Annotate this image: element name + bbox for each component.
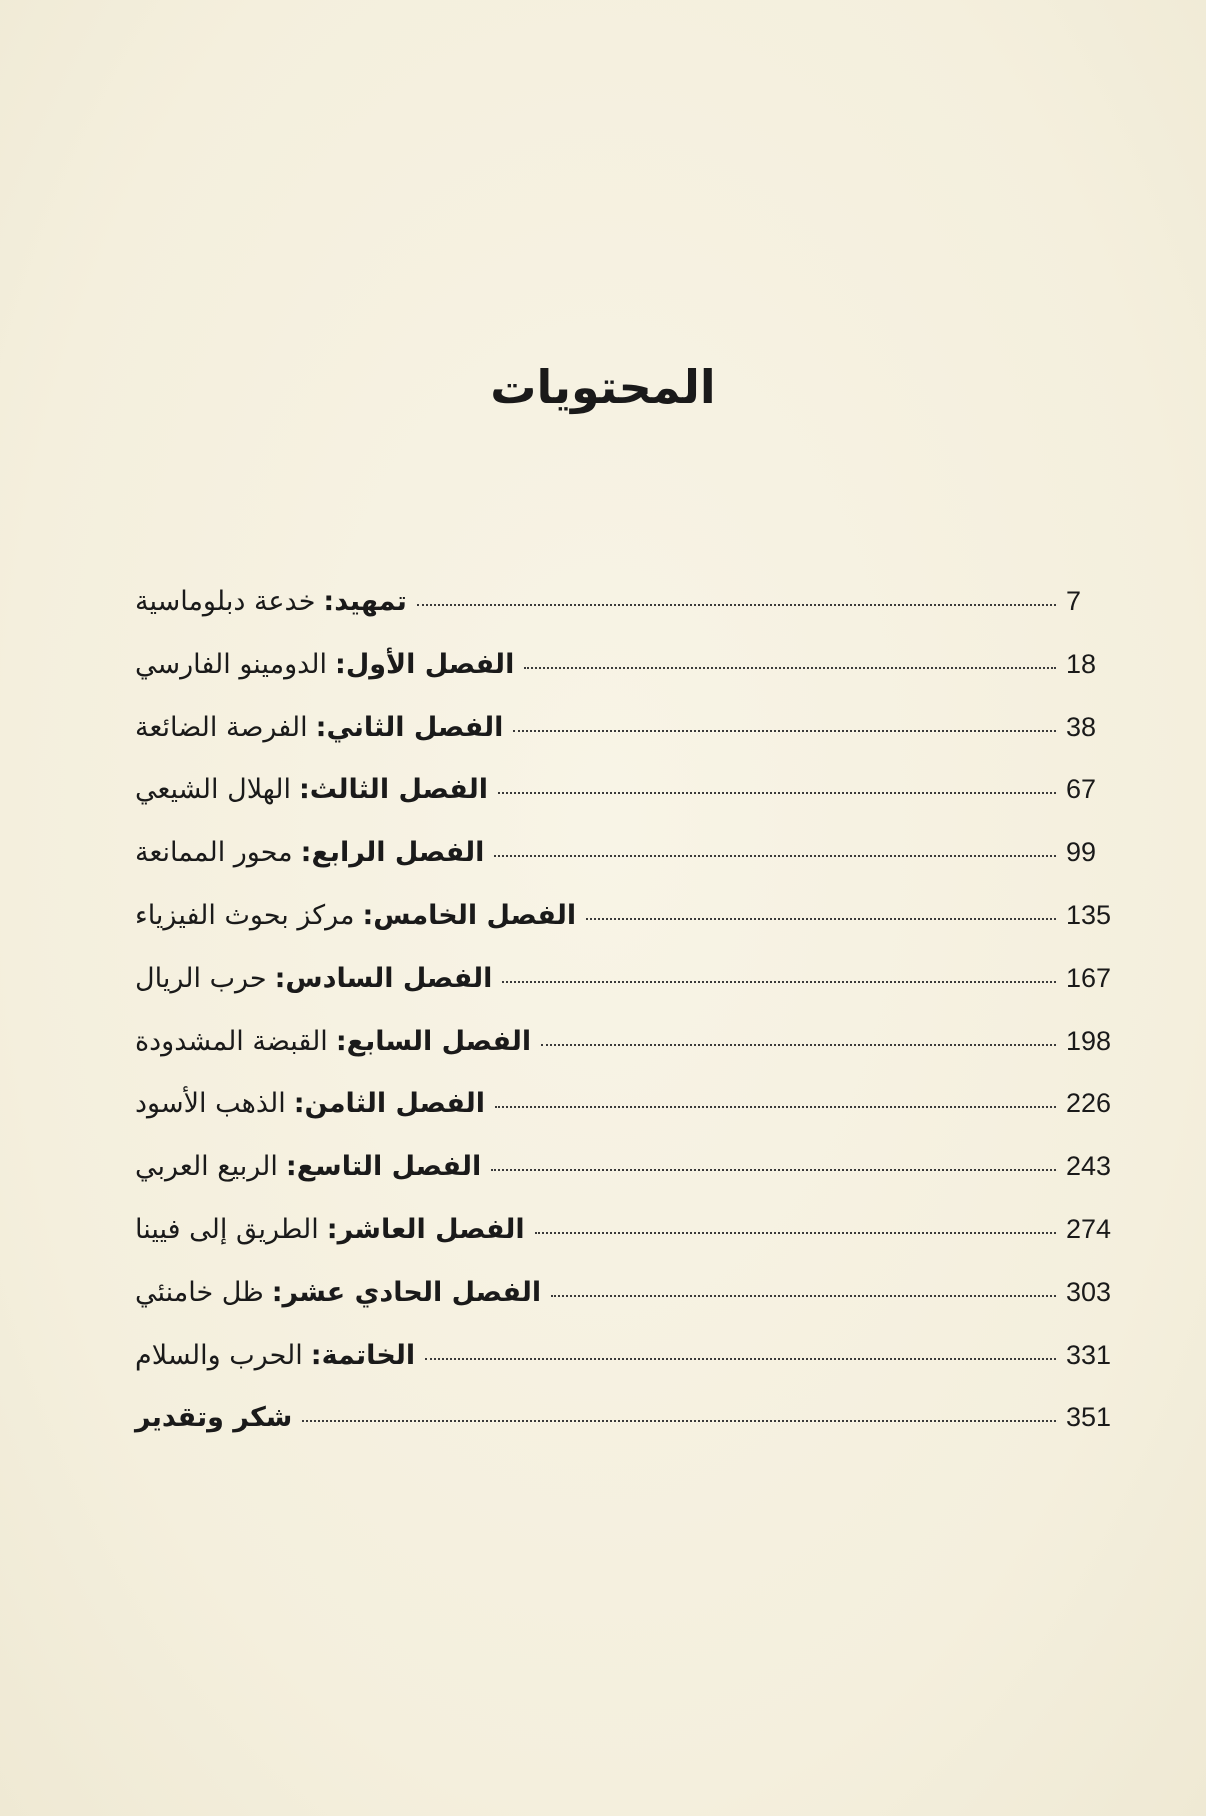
toc-entry-separator: : (274, 962, 286, 994)
toc-entry-separator: : (315, 711, 327, 743)
toc-entry-title: خدعة دبلوماسية (135, 586, 316, 617)
toc-page-number: 167 (1066, 962, 1112, 993)
toc-entry-title: محور الممانعة (135, 837, 293, 869)
toc-entry-label: الفصل الحادي عشر (282, 1276, 542, 1308)
toc-entry-title: الحرب والسلام (135, 1339, 303, 1371)
toc-entry-separator: : (326, 1213, 338, 1245)
toc-entry-title: حرب الريال (135, 962, 267, 994)
toc-entry (135, 586, 1118, 649)
toc-entry (135, 649, 1118, 712)
toc-entry-title: ظل خامنئي (135, 1276, 264, 1308)
toc-entry-title: الهلال الشيعي (135, 774, 291, 806)
toc-entry-title: مركز بحوث الفيزياء (135, 899, 355, 931)
toc-entry-label: الفصل الثاني (326, 711, 504, 743)
dot-leader (535, 1232, 1056, 1234)
dot-leader (302, 1420, 1056, 1422)
toc-entry-label: الفصل الرابع (311, 837, 485, 869)
toc-entry-label: الفصل السادس (285, 962, 493, 994)
toc-page-number: 303 (1066, 1276, 1112, 1307)
toc-entry (135, 712, 1118, 775)
toc-entry-separator: : (310, 1339, 322, 1371)
page-title: المحتويات (490, 360, 716, 414)
toc-entry-label: الفصل التاسع (296, 1151, 482, 1183)
toc-entry-label: الفصل الخامس (373, 899, 577, 931)
toc-page-number: 198 (1066, 1025, 1112, 1056)
toc-entry-text (135, 774, 488, 805)
toc-entry-title: الفرصة الضائعة (135, 711, 308, 743)
dot-leader (494, 855, 1056, 857)
toc-entry-separator: : (300, 837, 312, 869)
toc-entry-title: الدومينو الفارسي (135, 648, 328, 680)
toc-entry-separator: : (285, 1151, 297, 1183)
toc-entry-title: الربيع العربي (135, 1151, 278, 1183)
toc-entry-separator: : (335, 648, 346, 680)
toc-entry-title: القبضة المشدودة (135, 1025, 328, 1057)
dot-leader (495, 1106, 1056, 1108)
toc-page-number: 18 (1066, 648, 1097, 679)
toc-page-number: 67 (1066, 774, 1097, 805)
dot-leader (541, 1044, 1056, 1046)
toc-entry (135, 1340, 1118, 1403)
toc-entry-label: الفصل الثالث (309, 774, 488, 806)
toc-entry (135, 963, 1118, 1026)
toc-entry-text (135, 1214, 525, 1245)
toc-entry-text (135, 1402, 292, 1433)
toc-entry-separator: : (271, 1276, 283, 1308)
toc-page-number: 38 (1066, 711, 1097, 742)
toc-entry-text (135, 649, 514, 680)
toc-entry (135, 837, 1118, 900)
toc-page-number: 135 (1066, 899, 1112, 930)
toc-entry (135, 774, 1118, 837)
toc-entry (135, 1277, 1118, 1340)
toc-entry-separator: : (293, 1088, 305, 1120)
toc-entry (135, 1402, 1118, 1465)
toc-entry-label: الفصل الأول (345, 648, 515, 680)
toc-entry-text (135, 837, 484, 868)
toc-page-number: 243 (1066, 1151, 1112, 1182)
dot-leader (586, 918, 1056, 920)
toc-entry (135, 1088, 1118, 1151)
toc-entry (135, 900, 1118, 963)
toc-entry-text (135, 586, 407, 617)
toc-entry-separator: : (362, 899, 374, 931)
toc-entry-text (135, 1277, 541, 1308)
toc-page-number: 351 (1066, 1402, 1112, 1433)
toc-entry-label: الخاتمة (321, 1339, 416, 1371)
table-of-contents (135, 586, 1118, 1465)
toc-page-number: 7 (1066, 586, 1082, 616)
toc-page-number: 331 (1066, 1339, 1112, 1370)
dot-leader (491, 1169, 1056, 1171)
toc-entry-label: تمهيد (334, 586, 407, 617)
dot-leader (425, 1358, 1056, 1360)
dot-leader (502, 981, 1056, 983)
toc-entry (135, 1151, 1118, 1214)
toc-entry-separator: : (335, 1025, 347, 1057)
dot-leader (498, 792, 1056, 794)
toc-entry-text (135, 1026, 531, 1057)
dot-leader (417, 604, 1056, 606)
dot-leader (524, 667, 1056, 669)
dot-leader (551, 1295, 1056, 1297)
toc-entry-label: الفصل الثامن (304, 1088, 486, 1120)
toc-entry (135, 1026, 1118, 1089)
toc-entry-label: الفصل السابع (346, 1025, 532, 1057)
toc-entry-text (135, 1340, 415, 1371)
toc-entry-separator: : (298, 774, 310, 806)
toc-page-number: 226 (1066, 1088, 1112, 1119)
toc-entry-label: شكر وتقدير (135, 1402, 293, 1434)
toc-entry-text (135, 963, 492, 994)
toc-entry (135, 1214, 1118, 1277)
toc-entry-text (135, 712, 503, 743)
toc-entry-separator: : (323, 586, 335, 617)
dot-leader (513, 730, 1056, 732)
toc-page-number: 99 (1066, 837, 1097, 868)
toc-entry-title: الذهب الأسود (135, 1088, 286, 1120)
toc-entry-label: الفصل العاشر (337, 1213, 525, 1245)
toc-entry-title: الطريق إلى فيينا (135, 1213, 319, 1245)
toc-entry-text (135, 900, 576, 931)
toc-page-number: 274 (1066, 1213, 1112, 1244)
toc-entry-text (135, 1151, 481, 1182)
toc-entry-text (135, 1088, 485, 1119)
